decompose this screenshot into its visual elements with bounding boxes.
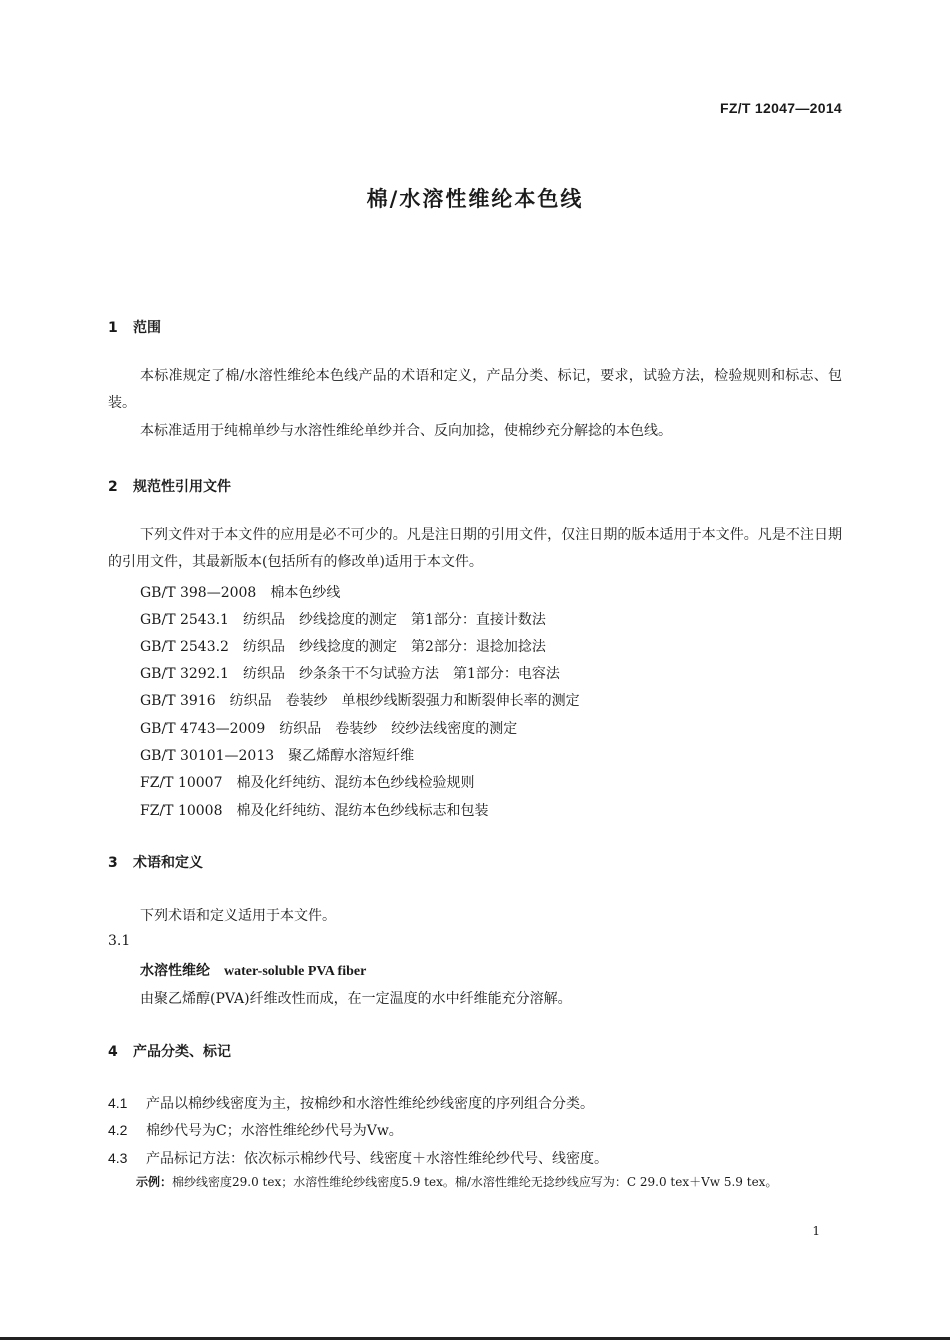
term-number: 3.1 [108, 933, 131, 949]
document-title: 棉/水溶性维纶本色线 [366, 187, 584, 211]
reference-item: GB/T 2543.2 纺织品 纱线捻度的测定 第2部分：退捻加捻法 [140, 639, 546, 655]
scope-paragraph-1: 本标准规定了棉/水溶性维纶本色线产品的术语和定义，产品分类、标记，要求，试验方法，检验规则和标志、包装。 [108, 368, 842, 411]
scope-paragraph-2: 本标准适用于纯棉单纱与水溶性维纶单纱并合、反向加捻，使棉纱充分解捻的本色线。 [140, 423, 672, 439]
example-label: 示例： [136, 1175, 173, 1189]
section-title: 范围 [133, 320, 161, 336]
section-heading-classification [108, 1041, 231, 1061]
reference-item: GB/T 398—2008 棉本色纱线 [140, 585, 341, 601]
example-text: 棉纱线密度29.0 tex；水溶性维纶纱线密度5.9 tex。棉/水溶性维纶无捻纱线应写为：C 29.0 tex＋Vw 5.9 tex。 [172, 1175, 778, 1189]
section-title: 术语和定义 [133, 855, 203, 871]
clause-4-1 [108, 1093, 594, 1113]
reference-item: GB/T 2543.1 纺织品 纱线捻度的测定 第1部分：直接计数法 [140, 612, 546, 628]
section-number: 4 [108, 1044, 118, 1060]
reference-item: GB/T 30101—2013 聚乙烯醇水溶短纤维 [140, 748, 415, 764]
clause-4-2 [108, 1120, 403, 1140]
clause-number: 4.1 [108, 1095, 128, 1111]
section-title: 产品分类、标记 [133, 1044, 231, 1060]
clause-text: 产品标记方法：依次标示棉纱代号、线密度＋水溶性维纶纱代号、线密度。 [146, 1151, 608, 1167]
section-number: 2 [108, 479, 118, 495]
page-number: 1 [812, 1224, 820, 1238]
example-note [108, 1169, 842, 1196]
section-heading-normative-references [108, 476, 231, 496]
reference-item: FZ/T 10008 棉及化纤纯纺、混纺本色纱线标志和包装 [140, 803, 489, 819]
page-bottom-rule [0, 1337, 950, 1340]
clause-text: 产品以棉纱线密度为主，按棉纱和水溶性维纶纱线密度的序列组合分类。 [146, 1096, 594, 1112]
reference-item: GB/T 3916 纺织品 卷装纱 单根纱线断裂强力和断裂伸长率的测定 [140, 693, 580, 709]
reference-item: FZ/T 10007 棉及化纤纯纺、混纺本色纱线检验规则 [140, 775, 475, 791]
section-heading-scope [108, 317, 161, 337]
section-heading-terms [108, 852, 203, 872]
term-entry [140, 960, 366, 980]
reference-item: GB/T 4743—2009 纺织品 卷装纱 绞纱法线密度的测定 [140, 721, 518, 737]
reference-item: GB/T 3292.1 纺织品 纱条条干不匀试验方法 第1部分：电容法 [140, 666, 560, 682]
clause-4-3 [108, 1148, 608, 1168]
section-number: 1 [108, 320, 118, 336]
clause-text: 棉纱代号为C；水溶性维纶纱代号为Vw。 [146, 1123, 403, 1139]
terms-intro: 下列术语和定义适用于本文件。 [140, 908, 336, 924]
section-number: 3 [108, 855, 118, 871]
term-english: water-soluble PVA fiber [224, 964, 367, 979]
clause-number: 4.2 [108, 1122, 128, 1138]
term-chinese: 水溶性维纶 [140, 963, 210, 979]
term-definition: 由聚乙烯醇(PVA)纤维改性而成，在一定温度的水中纤维能充分溶解。 [140, 991, 572, 1007]
clause-number: 4.3 [108, 1150, 128, 1166]
section-title: 规范性引用文件 [133, 479, 231, 495]
standard-code: FZ/T 12047—2014 [719, 100, 842, 116]
references-intro: 下列文件对于本文件的应用是必不可少的。凡是注日期的引用文件，仅注日期的版本适用于本文件。凡是不注日期的引用文件，其最新版本(包括所有的修改单)适用于本文件。 [108, 527, 842, 570]
